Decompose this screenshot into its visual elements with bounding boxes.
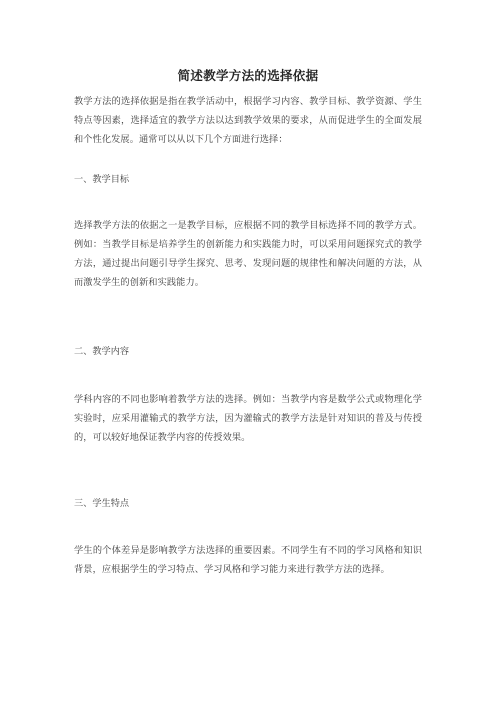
section-body-teaching-content: 学科内容的不同也影响着教学方法的选择。例如：当教学内容是数学公式或物理化学实验时，应采用灌输式的教学方法，因为灌输式的教学方法是针对知识的普及与传授的，可以较好地保证教学内容的传授效果。 bbox=[74, 394, 422, 443]
document-title: 简述教学方法的选择依据 bbox=[177, 68, 319, 83]
section-body-student-traits: 学生的个体差异是影响教学方法选择的重要因素。不同学生有不同的学习风格和知识背景，应根据学生的学习特点、学习风格和学习能力来进行教学方法的选择。 bbox=[74, 545, 422, 575]
section-heading-teaching-content: 二、教学内容 bbox=[74, 346, 130, 357]
section-heading-student-traits: 三、学生特点 bbox=[74, 498, 130, 509]
intro-paragraph: 教学方法的选择依据是指在教学活动中，根据学习内容、教学目标、教学资源、学生特点等因素，选择适宜的教学方法以达到教学效果的要求，从而促进学生的全面发展和个性化发展。通常可以从以下几个方面进行选择： bbox=[74, 96, 422, 145]
section-body-teaching-goals: 选择教学方法的依据之一是教学目标，应根据不同的教学目标选择不同的教学方式。例如：当教学目标是培养学生的创新能力和实践能力时，可以采用问题探究式的教学方法，通过提出问题引导学生探究、思考、发现问题的规律性和解决问题的方法，从而激发学生的创新和实践能力。 bbox=[74, 220, 422, 288]
section-heading-teaching-goals: 一、教学目标 bbox=[74, 174, 130, 185]
